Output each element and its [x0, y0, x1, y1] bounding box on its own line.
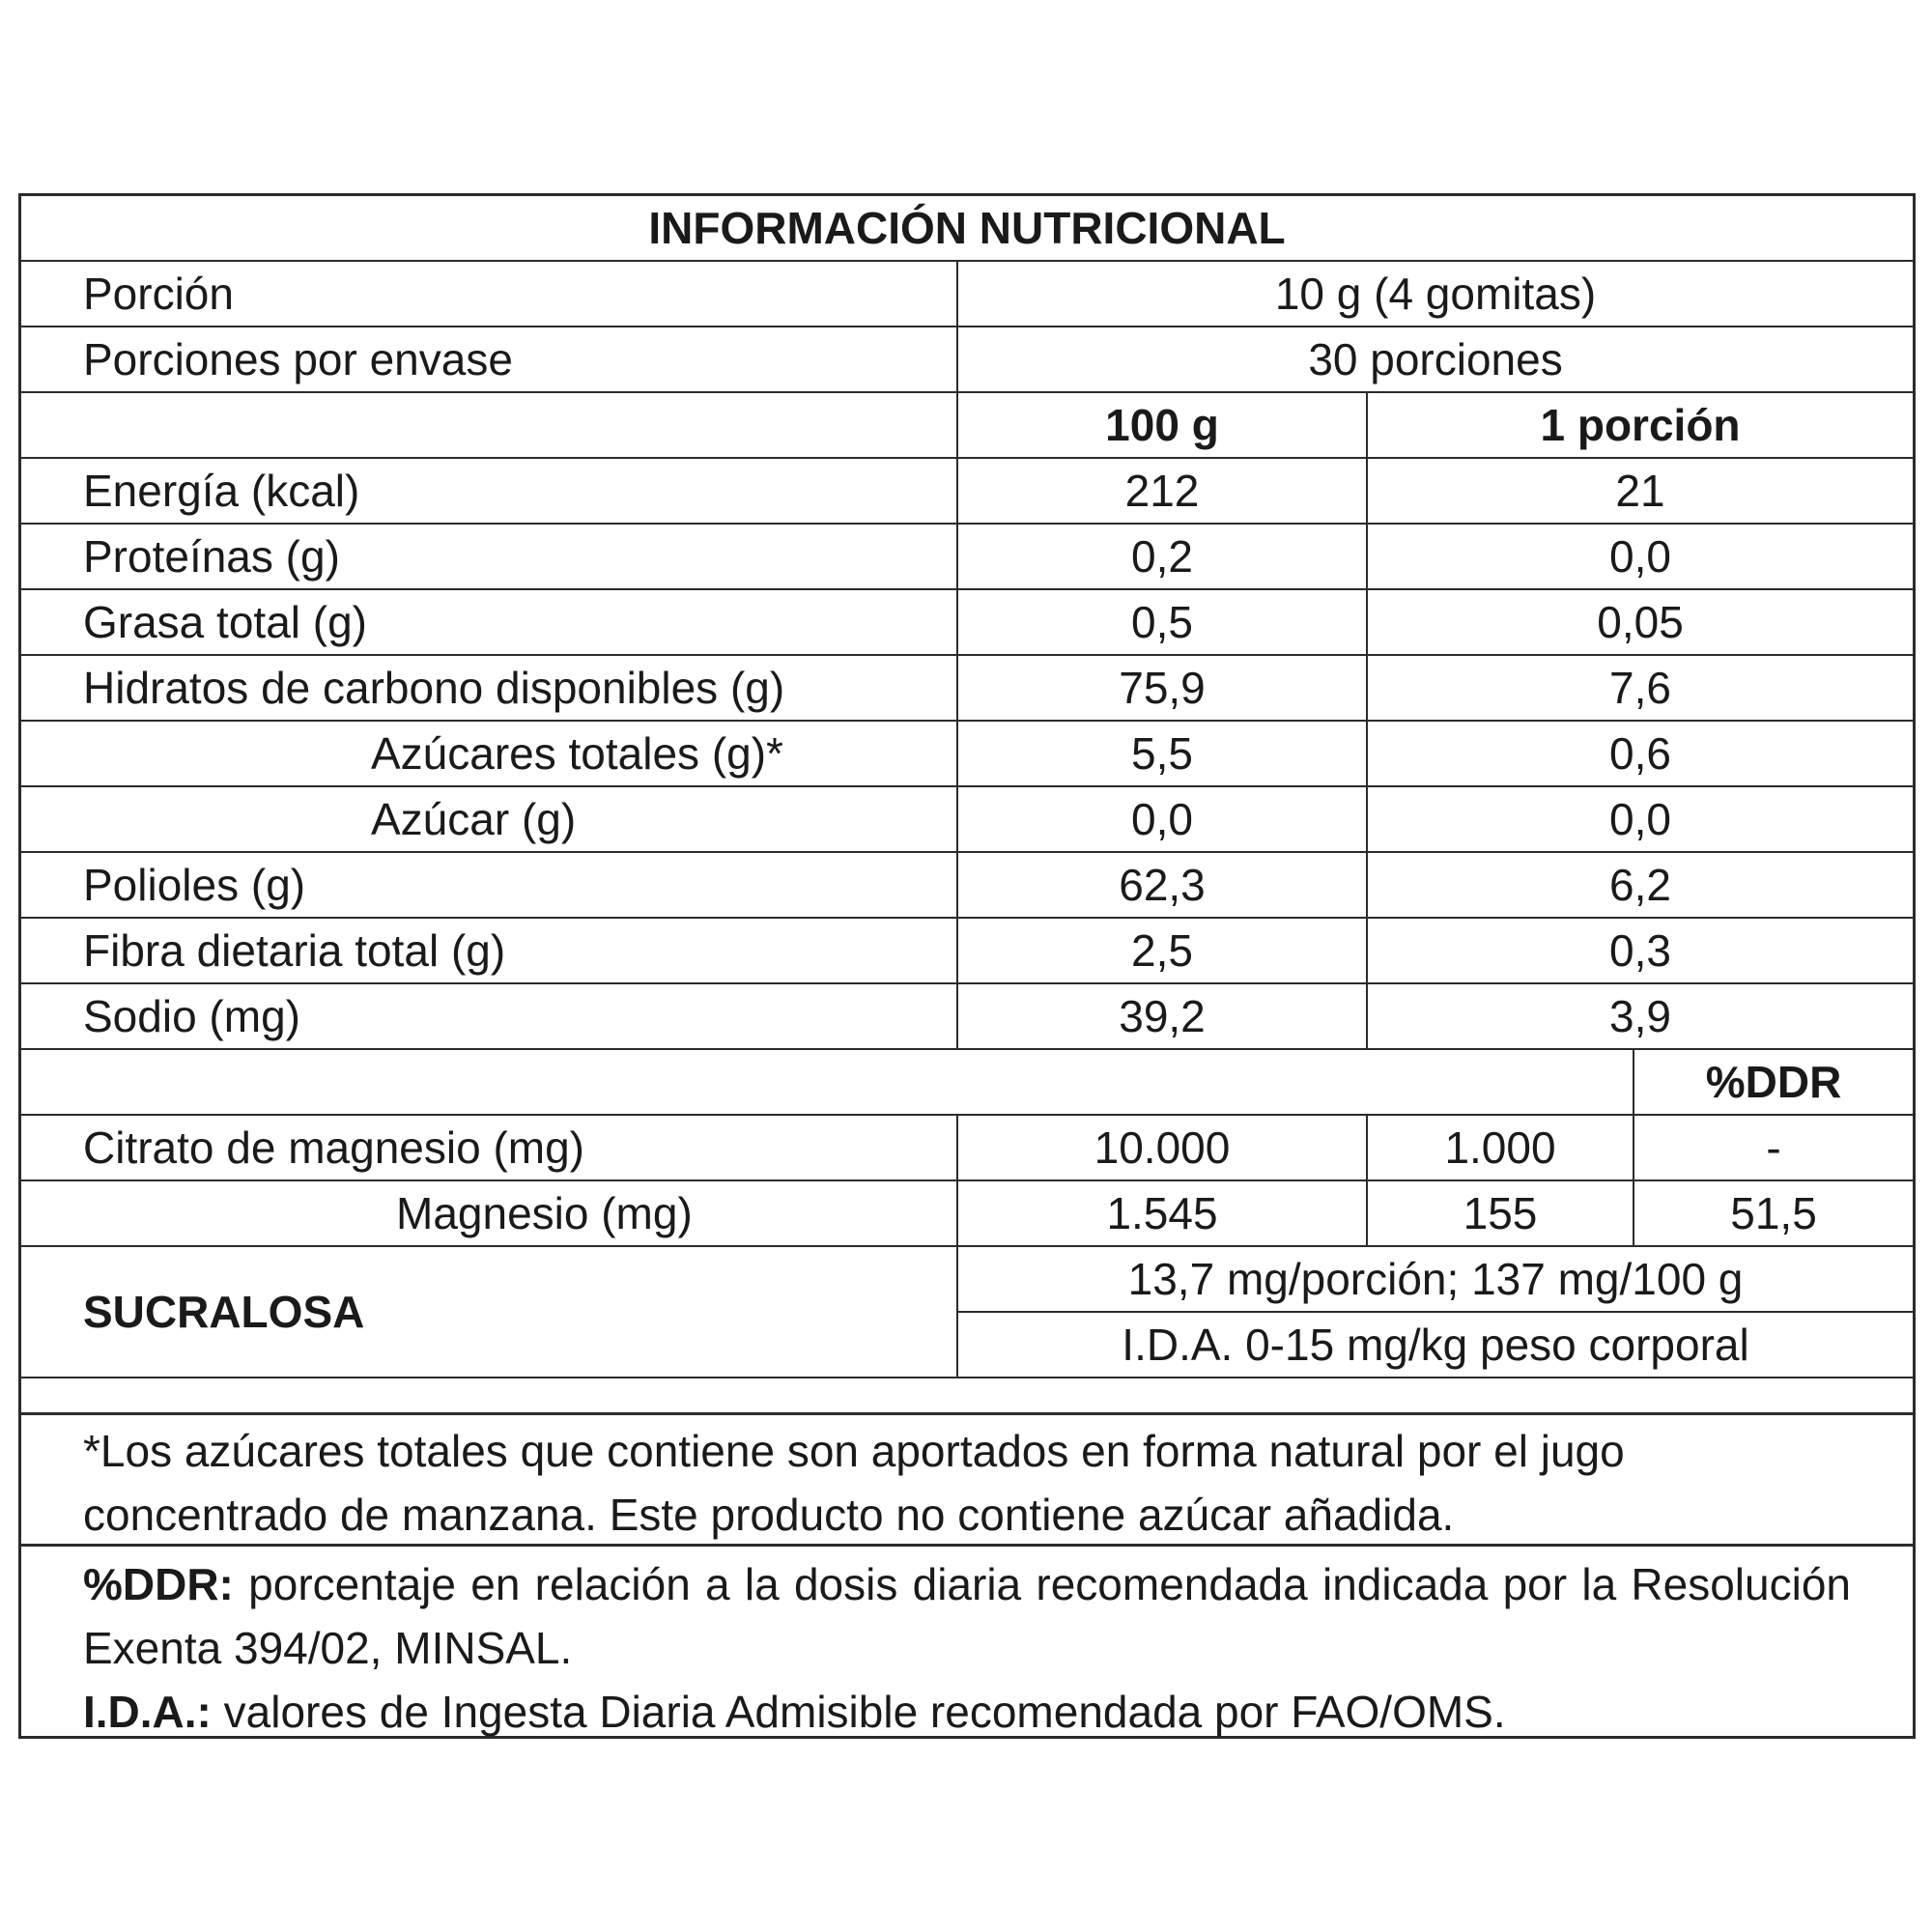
col-header-100g: 100 g — [957, 392, 1367, 458]
col-header-portion: 1 porción — [1367, 392, 1913, 458]
row-per-portion: 0,05 — [1367, 589, 1913, 655]
mineral-per100: 10.000 — [957, 1115, 1367, 1180]
table-row — [21, 983, 1913, 1049]
row-per100: 0,0 — [957, 786, 1367, 852]
row-per-portion: 21 — [1367, 458, 1913, 524]
servings-label: Porciones por envase — [21, 327, 957, 392]
row-label: Polioles (g) — [21, 852, 957, 918]
mineral-ddr: - — [1634, 1115, 1913, 1180]
row-per-portion: 0,3 — [1367, 918, 1913, 983]
row-per-portion: 0,0 — [1367, 786, 1913, 852]
table-row — [21, 918, 1913, 983]
table-row — [21, 524, 1913, 589]
definitions-footnote — [21, 1544, 1913, 1744]
row-per100: 39,2 — [957, 983, 1367, 1049]
header-blank — [21, 392, 957, 458]
ida-definition — [83, 1680, 1851, 1744]
mineral-per100: 1.545 — [957, 1180, 1367, 1246]
ddr-header-blank — [21, 1049, 1634, 1115]
nutrition-table — [21, 196, 1913, 1378]
ddr-term: %DDR: — [83, 1559, 234, 1609]
row-per100: 5,5 — [957, 721, 1367, 786]
table-row — [21, 458, 1913, 524]
row-label: Grasa total (g) — [21, 589, 957, 655]
row-per-portion: 0,0 — [1367, 524, 1913, 589]
ida-text: valores de Ingesta Diaria Admisible recomendada por FAO/OMS. — [211, 1687, 1506, 1737]
sucralose-label: SUCRALOSA — [21, 1246, 957, 1378]
ida-term: I.D.A.: — [83, 1687, 212, 1737]
row-per-portion: 6,2 — [1367, 852, 1913, 918]
table-row — [21, 1180, 1913, 1246]
mineral-ddr: 51,5 — [1634, 1180, 1913, 1246]
table-row — [21, 786, 1913, 852]
row-per100: 62,3 — [957, 852, 1367, 918]
row-label: Fibra dietaria total (g) — [21, 918, 957, 983]
table-row — [21, 655, 1913, 721]
row-per100: 75,9 — [957, 655, 1367, 721]
nutrition-facts-panel — [18, 193, 1916, 1739]
sucralose-ida: I.D.A. 0-15 mg/kg peso corporal — [957, 1312, 1913, 1378]
row-per-portion: 3,9 — [1367, 983, 1913, 1049]
row-label: Hidratos de carbono disponibles (g) — [21, 655, 957, 721]
col-header-ddr: %DDR — [1634, 1049, 1913, 1115]
ddr-definition — [83, 1552, 1851, 1680]
table-row — [21, 721, 1913, 786]
mineral-per-portion: 155 — [1367, 1180, 1634, 1246]
portion-label: Porción — [21, 261, 957, 327]
row-per100: 212 — [957, 458, 1367, 524]
sucralose-amount: 13,7 mg/porción; 137 mg/100 g — [957, 1246, 1913, 1312]
table-row — [21, 1115, 1913, 1180]
row-label: Azúcares totales (g)* — [21, 721, 957, 786]
row-per-portion: 7,6 — [1367, 655, 1913, 721]
sugar-footnote: *Los azúcares totales que contiene son aportados en forma natural por el jugo concentrado de manzana. Este producto no contiene azúcar añadida. — [21, 1412, 1913, 1552]
table-title: INFORMACIÓN NUTRICIONAL — [21, 196, 1913, 261]
row-per100: 0,2 — [957, 524, 1367, 589]
row-label: Sodio (mg) — [21, 983, 957, 1049]
mineral-label: Magnesio (mg) — [21, 1180, 957, 1246]
row-per100: 0,5 — [957, 589, 1367, 655]
row-per100: 2,5 — [957, 918, 1367, 983]
portion-value: 10 g (4 gomitas) — [957, 261, 1913, 327]
table-row — [21, 589, 1913, 655]
table-row — [21, 852, 1913, 918]
mineral-label: Citrato de magnesio (mg) — [21, 1115, 957, 1180]
row-label: Proteínas (g) — [21, 524, 957, 589]
ddr-text: porcentaje en relación a la dosis diaria recomendada indicada por la Resolución Exenta 394/02, MINSAL. — [83, 1559, 1851, 1673]
servings-value: 30 porciones — [957, 327, 1913, 392]
row-label: Azúcar (g) — [21, 786, 957, 852]
row-per-portion: 0,6 — [1367, 721, 1913, 786]
mineral-per-portion: 1.000 — [1367, 1115, 1634, 1180]
row-label: Energía (kcal) — [21, 458, 957, 524]
